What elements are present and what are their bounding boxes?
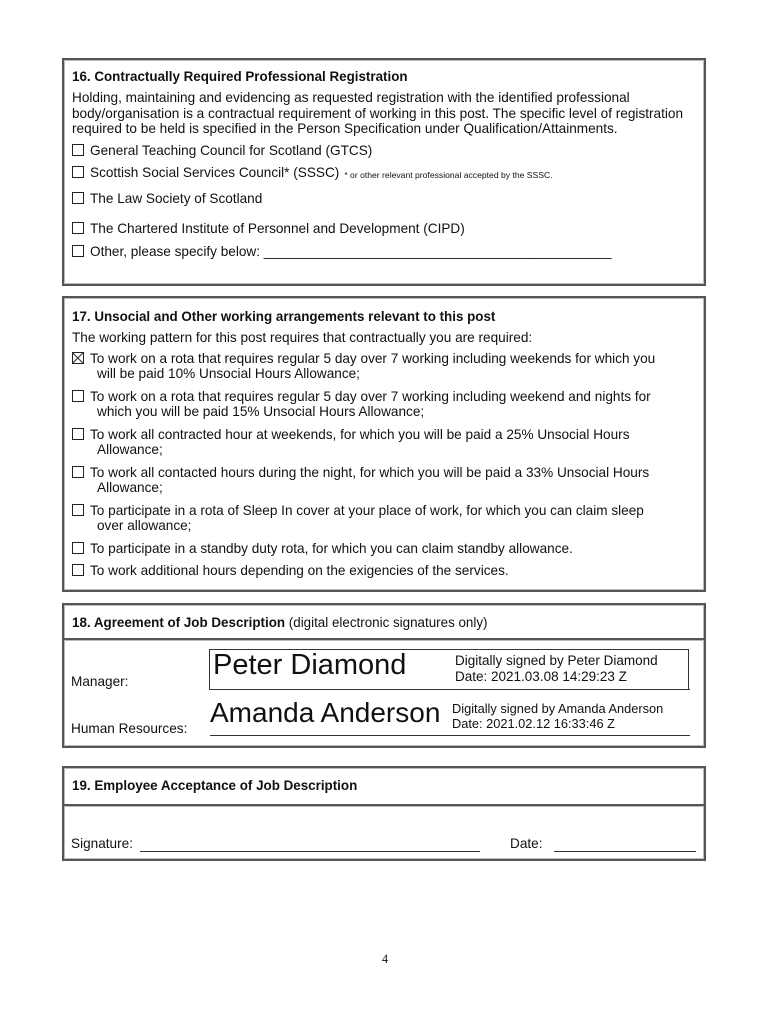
manager-signed-by: Digitally signed by Peter Diamond — [455, 653, 658, 668]
option-line: To work all contacted hours during the night, for which you will be paid a 33% Unsocial Hours — [90, 464, 650, 480]
section-16-title: 16. Contractually Required Professional Registration — [72, 69, 408, 84]
registration-option-law-society[interactable] — [72, 191, 696, 207]
option-label: The Law Society of Scotland — [90, 190, 263, 206]
checkbox[interactable] — [72, 542, 84, 554]
checkbox[interactable] — [72, 222, 84, 234]
section-18-title — [72, 615, 696, 630]
working-option[interactable] — [72, 503, 696, 534]
checkbox[interactable] — [72, 504, 84, 516]
date-label: Date: — [510, 836, 543, 851]
section-16-body: Holding, maintaining and evidencing as requested registration with the identified professional body/organisation is a contractual requirement of working in this post. The specific level of registration required to be held is specified in the Person Specification under Qualification/Attainments. — [72, 90, 684, 136]
option-label: Scottish Social Services Council* (SSSC) — [90, 165, 340, 180]
checkbox[interactable] — [72, 245, 84, 257]
manager-sign-date: Date: 2021.03.08 14:29:23 Z — [455, 669, 627, 684]
registration-option-sssc[interactable] — [72, 165, 696, 184]
option-note: * or other relevant professional accepted by the SSSC. — [344, 170, 553, 180]
checkbox-checked[interactable] — [72, 352, 84, 364]
option-line: Allowance; — [97, 442, 163, 457]
checkbox[interactable] — [72, 192, 84, 204]
option-label: General Teaching Council for Scotland (GTCS) — [90, 142, 373, 158]
section-19-title: 19. Employee Acceptance of Job Description — [72, 778, 358, 793]
option-line: over allowance; — [97, 518, 192, 533]
working-option[interactable] — [72, 563, 696, 579]
date-field[interactable] — [554, 836, 696, 852]
working-option[interactable] — [72, 351, 696, 382]
section-18-title-bold: 18. Agreement of Job Description — [72, 615, 286, 630]
checkbox[interactable] — [72, 466, 84, 478]
section-18 — [62, 603, 706, 748]
option-line: To work additional hours depending on the exigencies of the services. — [90, 563, 509, 578]
checkbox[interactable] — [72, 564, 84, 576]
option-line: To work all contracted hour at weekends, for which you will be paid a 25% Unsocial Hours — [90, 426, 630, 442]
working-option[interactable] — [72, 427, 696, 458]
section-17-intro: The working pattern for this post requires that contractually you are required: — [72, 330, 533, 345]
checkbox[interactable] — [72, 390, 84, 402]
checkbox[interactable] — [72, 166, 84, 178]
section-16 — [62, 58, 706, 286]
option-line: To participate in a rota of Sleep In cover at your place of work, for which you can claim sleep — [90, 502, 644, 518]
registration-option-gtcs[interactable] — [72, 143, 696, 159]
option-line: which you will be paid 15% Unsocial Hours Allowance; — [97, 404, 425, 419]
hr-label: Human Resources: — [71, 721, 188, 736]
page-number: 4 — [381, 952, 389, 966]
signature-label: Signature: — [71, 836, 133, 851]
registration-option-other[interactable] — [72, 244, 696, 260]
manager-signature: Peter Diamond — [213, 649, 407, 681]
section-18-title-note: (digital electronic signatures only) — [285, 615, 488, 630]
hr-signature: Amanda Anderson — [210, 697, 441, 728]
section-19 — [62, 766, 706, 861]
option-label: Other, please specify below: ______________________________________________ — [90, 243, 612, 259]
registration-option-cipd[interactable] — [72, 221, 696, 237]
checkbox[interactable] — [72, 144, 84, 156]
hr-sign-date: Date: 2021.02.12 16:33:46 Z — [452, 716, 615, 731]
working-option[interactable] — [72, 389, 696, 420]
section-17-title: 17. Unsocial and Other working arrangements relevant to this post — [72, 309, 496, 324]
option-line: To work on a rota that requires regular 5 day over 7 working including weekends for which you — [90, 350, 656, 366]
manager-label: Manager: — [71, 674, 129, 689]
option-line: To participate in a standby duty rota, for which you can claim standby allowance. — [90, 540, 573, 556]
option-line: To work on a rota that requires regular 5 day over 7 working including weekend and nights for — [90, 388, 651, 404]
option-label: The Chartered Institute of Personnel and Development (CIPD) — [90, 221, 465, 236]
option-line: will be paid 10% Unsocial Hours Allowance; — [97, 366, 360, 381]
working-option[interactable] — [72, 465, 696, 496]
working-option[interactable] — [72, 541, 696, 557]
checkbox[interactable] — [72, 428, 84, 440]
hr-signed-by: Digitally signed by Amanda Anderson — [452, 701, 664, 716]
section-17 — [62, 296, 706, 592]
option-line: Allowance; — [97, 480, 163, 495]
signature-field[interactable] — [140, 836, 480, 852]
